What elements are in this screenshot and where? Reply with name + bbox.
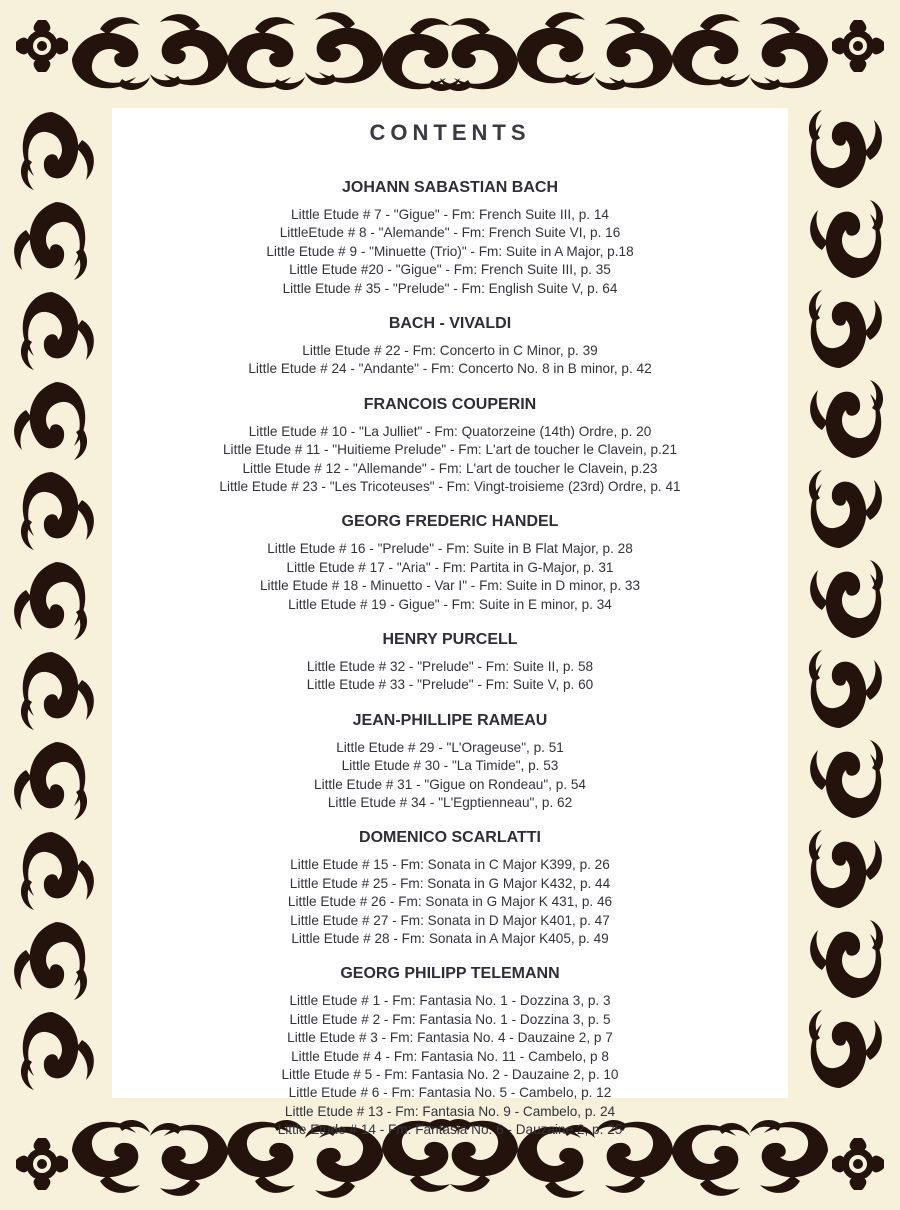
scroll-ornament-icon <box>14 112 94 1090</box>
section-heading: JEAN-PHILLIPE RAMEAU <box>352 711 548 729</box>
contents-entry: Little Etude # 3 - Fm: Fantasia No. 4 - Dauzaine 2, p 7 <box>287 1030 613 1046</box>
contents-entry: Little Etude # 5 - Fm: Fantasia No. 2 - Dauzaine 2, p. 10 <box>281 1067 619 1082</box>
page-title: CONTENTS <box>369 120 531 145</box>
section-heading: GEORG FREDERIC HANDEL <box>341 513 559 531</box>
contents-entry: Little Etude # 31 - "Gigue on Rondeau", p. 54 <box>314 776 586 792</box>
contents-entry: Little Etude # 13 - Fm: Fantasia No. 9 - Cambelo, p. 24 <box>284 1103 616 1119</box>
contents-entry: Little Etude # 19 - Gigue" - Fm: Suite in E minor, p. 34 <box>288 596 612 612</box>
contents-entry: Little Etude # 7 - "Gigue" - Fm: French Suite III, p. 14 <box>291 207 609 222</box>
contents-entry: Little Etude # 34 - "L'Egptienneau", p. 62 <box>327 795 573 810</box>
contents-entry: Little Etude # 30 - "La Timide", p. 53 <box>341 758 559 774</box>
contents-entry: Little Etude # 35 - "Prelude" - Fm: English Suite V, p. 64 <box>282 280 618 296</box>
contents-entry: Little Etude # 4 - Fm: Fantasia No. 11 - Cambelo, p 8 <box>291 1048 609 1064</box>
contents-entry: Little Etude # 10 - "La Julliet" - Fm: Quatorzeine (14th) Ordre, p. 20 <box>248 423 652 439</box>
contents-entry: Little Etude # 2 - Fm: Fantasia No. 1 - Dozzina 3, p. 5 <box>289 1011 611 1027</box>
contents-entry: Little Etude # 29 - "L'Orageuse", p. 51 <box>336 739 564 755</box>
section-heading: HENRY PURCELL <box>382 631 518 648</box>
section-heading: FRANCOIS COUPERIN <box>363 395 537 413</box>
scroll-ornament-icon <box>72 12 828 91</box>
contents-entry: Little Etude # 15 - Fm: Sonata in C Major K399, p. 26 <box>290 857 610 873</box>
contents-entry: Little Etude # 33 - "Prelude" - Fm: Suite V, p. 60 <box>306 677 594 693</box>
contents-entry: Little Etude # 32 - "Prelude" - Fm: Suite II, p. 58 <box>306 659 594 674</box>
contents-entry: Little Etude # 22 - Fm: Concerto in C Minor, p. 39 <box>302 343 598 358</box>
contents-entry: Little Etude # 11 - "Huitieme Prelude" - Fm: L'art de toucher le Clavein, p.21 <box>222 442 678 458</box>
contents-entry: Little Etude # 17 - "Aria" - Fm: Partita in G-Major, p. 31 <box>286 559 614 575</box>
contents-entry: Little Etude # 27 - Fm: Sonata in D Major K401, p. 47 <box>290 912 610 928</box>
section-heading: GEORG PHILIPP TELEMANN <box>340 965 560 983</box>
contents-panel <box>112 108 788 1138</box>
contents-entry: Little Etude # 1 - Fm: Fantasia No. 1 - Dozzina 3, p. 3 <box>289 993 611 1009</box>
contents-entry: Little Etude # 14 - Fm: Fantasia No. 6 - Dauzaine 2, p. 25 <box>277 1122 623 1138</box>
contents-entry: Little Etude # 25 - Fm: Sonata in G Major K432, p. 44 <box>289 875 611 891</box>
section-heading: DOMENICO SCARLATTI <box>359 829 541 847</box>
section-heading: BACH - VIVALDI <box>388 315 512 332</box>
contents-entry: Little Etude # 24 - "Andante" - Fm: Concerto No. 8 in B minor, p. 42 <box>248 361 652 377</box>
scroll-ornament-icon <box>809 110 883 1088</box>
contents-entry: Little Etude # 9 - "Minuette (Trio)" - Fm: Suite in A Major, p.18 <box>266 243 634 259</box>
contents-entry: Little Etude #20 - "Gigue" - Fm: French Suite III, p. 35 <box>289 262 611 278</box>
contents-entry: Little Etude # 18 - Minuetto - Var I" - Fm: Suite in D minor, p. 33 <box>259 578 641 594</box>
contents-entry: Little Etude # 16 - "Prelude" - Fm: Suite in B Flat Major, p. 28 <box>267 541 633 557</box>
section-heading: JOHANN SABASTIAN BACH <box>341 179 558 196</box>
contents-entry: Little Etude # 6 - Fm: Fantasia No. 5 - Cambelo, p. 12 <box>288 1085 612 1101</box>
contents-entry: Little Etude # 12 - "Allemande" - Fm: L'art de toucher le Clavein, p.23 <box>242 460 658 476</box>
contents-entry: Little Etude # 26 - Fm: Sonata in G Major K 431, p. 46 <box>287 894 613 910</box>
contents-entry: Little Etude # 23 - "Les Tricoteuses" - Fm: Vingt-troisieme (23rd) Ordre, p. 41 <box>219 479 681 494</box>
contents-entry: Little Etude # 28 - Fm: Sonata in A Major K405, p. 49 <box>291 931 609 946</box>
contents-entry: LittleEtude # 8 - "Alemande" - Fm: French Suite VI, p. 16 <box>279 225 621 241</box>
